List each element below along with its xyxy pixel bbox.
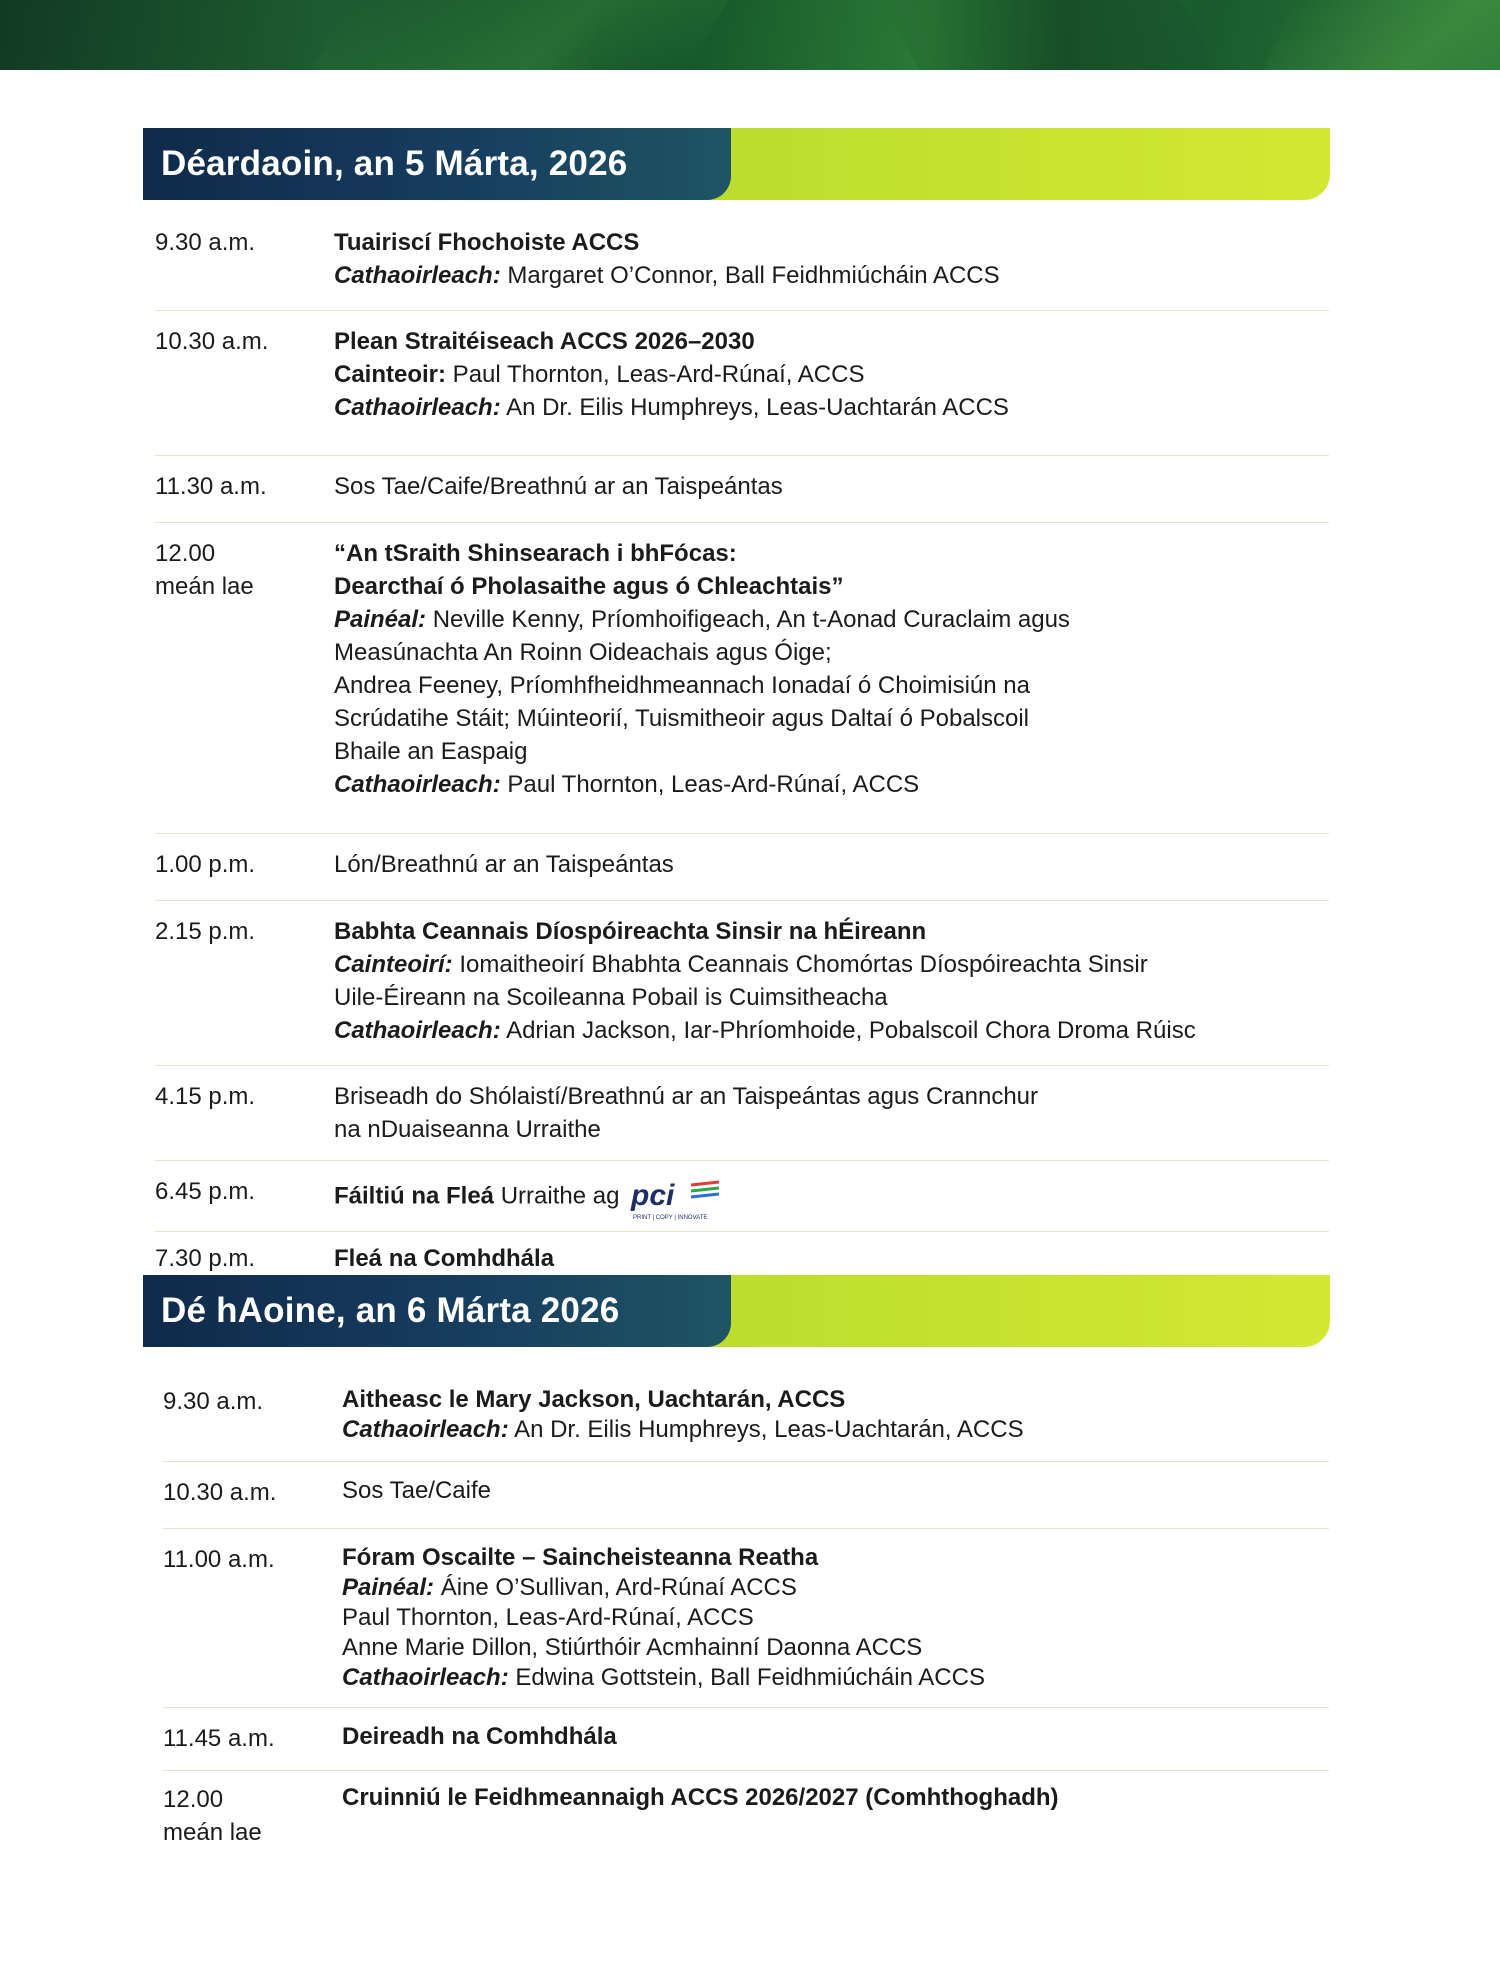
pci-logo bbox=[629, 1179, 725, 1223]
row-content bbox=[334, 325, 1329, 424]
schedule-row bbox=[155, 325, 1329, 456]
row-content bbox=[334, 537, 1329, 801]
session-title: Plean Straitéiseach ACCS 2026–2030 bbox=[334, 328, 755, 355]
speakers-names: Iomaitheoirí Bhabhta Ceannais Chomórtas Díospóireachta Sinsir bbox=[452, 951, 1148, 978]
chair-line bbox=[334, 1014, 1329, 1047]
session-subtitle: Dearcthaí ó Pholasaithe agus ó Chleachtais” bbox=[334, 573, 844, 600]
row-content bbox=[342, 1543, 1329, 1693]
session-text: na nDuaiseanna Urraithe bbox=[334, 1116, 601, 1143]
chair-role: Cathaoirleach: bbox=[342, 1416, 509, 1443]
session-title: Deireadh na Comhdhála bbox=[342, 1723, 617, 1750]
day1-title: Déardaoin, an 5 Márta, 2026 bbox=[161, 144, 628, 183]
schedule-row bbox=[163, 1385, 1329, 1462]
row-content bbox=[342, 1476, 1329, 1506]
panel-line: Andrea Feeney, Príomhfheidhmeannach Ionadaí ó Choimisiún na bbox=[334, 672, 1030, 699]
chair-name: Adrian Jackson, Iar-Phríomhoide, Pobalscoil Chora Droma Rúisc bbox=[500, 1017, 1196, 1044]
chair-role: Cathaoirleach: bbox=[334, 394, 501, 421]
panel-names: Neville Kenny, Príomhoifigeach, An t-Aonad Curaclaim agus bbox=[426, 606, 1070, 633]
panel-role: Painéal: bbox=[334, 606, 427, 633]
panel-role: Painéal: bbox=[342, 1574, 435, 1601]
row-time: 11.30 a.m. bbox=[155, 473, 267, 500]
top-decorative-band bbox=[0, 0, 1500, 70]
row-time: 7.30 p.m. bbox=[155, 1245, 256, 1272]
session-title: Cruinniú le Feidhmeannaigh ACCS 2026/2027 (Comhthoghadh) bbox=[342, 1784, 1059, 1811]
schedule-row bbox=[155, 848, 1329, 901]
row-content bbox=[334, 915, 1329, 1047]
reception-line bbox=[334, 1175, 1329, 1219]
day2-title: Dé hAoine, an 6 Márta 2026 bbox=[161, 1291, 620, 1330]
chair-line bbox=[334, 259, 1329, 292]
band-facet bbox=[1264, 0, 1500, 70]
session-text: Sos Tae/Caife/Breathnú ar an Taispeántas bbox=[334, 473, 783, 500]
speakers-line: Uile-Éireann na Scoileanna Pobail is Cuimsitheacha bbox=[334, 984, 888, 1011]
schedule-row bbox=[155, 226, 1329, 311]
session-text: Lón/Breathnú ar an Taispeántas bbox=[334, 851, 674, 878]
row-content bbox=[334, 470, 1329, 503]
chair-name: Margaret O’Connor, Ball Feidhmiúcháin ACCS bbox=[500, 262, 1000, 289]
row-time: 9.30 a.m. bbox=[155, 229, 256, 256]
schedule-row bbox=[163, 1543, 1329, 1708]
session-title: Tuairiscí Fhochoiste ACCS bbox=[334, 229, 640, 256]
chair-line bbox=[334, 768, 1329, 801]
schedule-row bbox=[155, 915, 1329, 1066]
band-facet bbox=[311, 0, 728, 70]
panel-line bbox=[342, 1573, 1329, 1603]
chair-line bbox=[334, 391, 1329, 424]
speaker-name: Paul Thornton, Leas-Ard-Rúnaí, ACCS bbox=[446, 361, 865, 388]
row-content bbox=[334, 848, 1329, 881]
schedule-row bbox=[163, 1783, 1329, 1863]
chair-name: Edwina Gottstein, Ball Feidhmiúcháin ACCS bbox=[508, 1664, 985, 1691]
row-time: 2.15 p.m. bbox=[155, 918, 256, 945]
pci-logo-text: pci bbox=[631, 1179, 675, 1212]
session-title: Fleá na Comhdhála bbox=[334, 1245, 555, 1272]
schedule-row bbox=[163, 1722, 1329, 1771]
session-title: Fóram Oscailte – Saincheisteanna Reatha bbox=[342, 1544, 819, 1571]
speakers-role: Cainteoirí: bbox=[334, 951, 453, 978]
row-time: 11.45 a.m. bbox=[163, 1725, 275, 1752]
row-time: 10.30 a.m. bbox=[163, 1479, 277, 1506]
day1-schedule bbox=[155, 226, 1329, 1282]
session-title: Babhta Ceannais Díospóireachta Sinsir na hÉireann bbox=[334, 918, 927, 945]
row-time: 10.30 a.m. bbox=[155, 328, 269, 355]
row-content bbox=[342, 1385, 1329, 1445]
pci-logo-tagline: PRINT | COPY | INNOVATE bbox=[633, 1215, 708, 1221]
sponsor-text: Urraithe ag bbox=[494, 1182, 620, 1210]
panel-line: Measúnachta An Roinn Oideachais agus Óige; bbox=[334, 639, 832, 666]
chair-role: Cathaoirleach: bbox=[334, 262, 501, 289]
day1-header bbox=[143, 128, 1330, 200]
row-content bbox=[334, 1080, 1329, 1146]
row-time: 4.15 p.m. bbox=[155, 1083, 256, 1110]
day2-header bbox=[143, 1275, 1330, 1347]
pci-logo-stripe bbox=[691, 1188, 719, 1191]
speakers-line bbox=[334, 948, 1329, 981]
schedule-row bbox=[155, 1080, 1329, 1161]
panel-line: Scrúdatihe Stáit; Múinteorií, Tuismitheoir agus Daltaí ó Pobalscoil bbox=[334, 705, 1030, 732]
band-facet bbox=[880, 0, 1220, 70]
row-time: 6.45 p.m. bbox=[155, 1178, 256, 1205]
row-content bbox=[334, 226, 1329, 292]
speaker-line bbox=[334, 358, 1329, 391]
chair-name: An Dr. Eilis Humphreys, Leas-Uachtarán, ACCS bbox=[508, 1416, 1024, 1443]
row-time: 9.30 a.m. bbox=[163, 1388, 264, 1415]
row-content bbox=[342, 1783, 1329, 1813]
panel-line bbox=[334, 603, 1329, 636]
session-text: Briseadh do Shólaistí/Breathnú ar an Taispeántas agus Crannchur bbox=[334, 1083, 1039, 1110]
chair-line bbox=[342, 1663, 1329, 1693]
row-time: 12.00 meán lae bbox=[155, 540, 254, 600]
session-title: “An tSraith Shinsearach i bhFócas: bbox=[334, 540, 737, 567]
row-time: 11.00 a.m. bbox=[163, 1546, 275, 1573]
chair-role: Cathaoirleach: bbox=[342, 1664, 509, 1691]
chair-role: Cathaoirleach: bbox=[334, 1017, 501, 1044]
row-content bbox=[334, 1175, 1329, 1219]
schedule-row bbox=[155, 470, 1329, 523]
pci-logo-stripe bbox=[691, 1182, 719, 1185]
panel-line: Anne Marie Dillon, Stiúrthóir Acmhainní Daonna ACCS bbox=[342, 1634, 923, 1661]
row-content bbox=[334, 1242, 1329, 1275]
row-content bbox=[342, 1722, 1329, 1752]
panel-line: Paul Thornton, Leas-Ard-Rúnaí, ACCS bbox=[342, 1604, 754, 1631]
panel-names: Áine O’Sullivan, Ard-Rúnaí ACCS bbox=[434, 1574, 797, 1601]
schedule-row bbox=[163, 1476, 1329, 1529]
reception-title: Fáiltiú na Fleá bbox=[334, 1182, 495, 1210]
chair-name: An Dr. Eilis Humphreys, Leas-Uachtarán ACCS bbox=[500, 394, 1009, 421]
speaker-role: Cainteoir: bbox=[334, 361, 447, 388]
row-time: 1.00 p.m. bbox=[155, 851, 256, 878]
day2-schedule bbox=[163, 1385, 1329, 1863]
session-title: Aitheasc le Mary Jackson, Uachtarán, ACCS bbox=[342, 1386, 846, 1413]
chair-name: Paul Thornton, Leas-Ard-Rúnaí, ACCS bbox=[500, 771, 920, 798]
schedule-row bbox=[155, 1175, 1329, 1232]
schedule-row bbox=[155, 537, 1329, 834]
pci-logo-stripe bbox=[691, 1194, 719, 1197]
panel-line: Bhaile an Easpaig bbox=[334, 738, 528, 765]
session-text: Sos Tae/Caife bbox=[342, 1477, 491, 1504]
chair-line bbox=[342, 1415, 1329, 1445]
row-time: 12.00 meán lae bbox=[163, 1786, 262, 1846]
chair-role: Cathaoirleach: bbox=[334, 771, 501, 798]
